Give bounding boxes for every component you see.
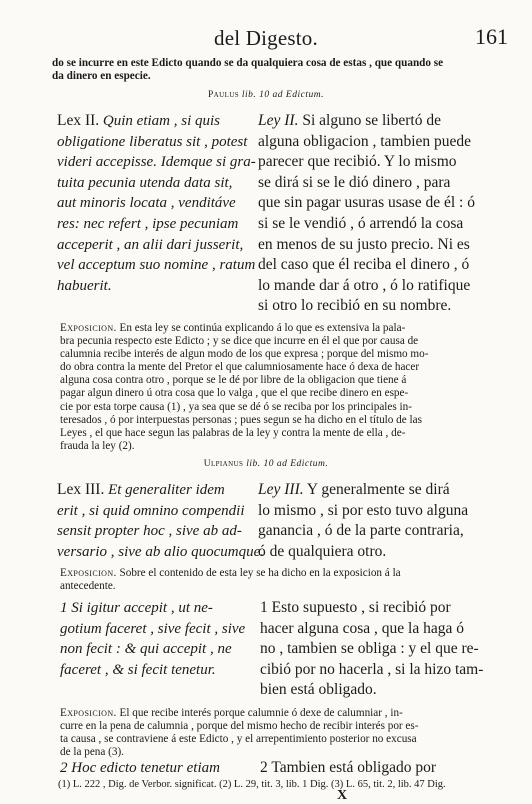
lex2-latin-line: res: nec refert , ipse pecuniam bbox=[57, 215, 239, 232]
lex3-label: Lex III. bbox=[57, 481, 105, 498]
ley3-spanish bbox=[258, 480, 468, 562]
exposition-line: antecedente. bbox=[60, 580, 116, 593]
exposition-line: El que recibe interés porque calumnie ó dexe de calumniar , in- bbox=[116, 707, 403, 719]
ley3-spanish-line: ganancia , ó de la parte contraria, bbox=[258, 522, 464, 540]
ley2-spanish-line: que sin pagar usuras usase de él : ó bbox=[258, 194, 475, 212]
attribution-paulus bbox=[0, 90, 532, 100]
intro-line: da dinero en especie. bbox=[52, 70, 151, 82]
ley3-spanish-line: Y generalmente se dirá bbox=[303, 481, 450, 498]
exposition-line: calumnia recibe interés de algun modo de los que expresa ; porque del mismo mo- bbox=[60, 348, 429, 361]
section1-latin bbox=[60, 598, 245, 680]
ley3-spanish-line: lo mismo , si por esto tuvo alguna bbox=[258, 501, 469, 519]
ley2-spanish-line: Si alguno se libertó de bbox=[298, 112, 441, 129]
exposition-label: Exposicion. bbox=[60, 707, 117, 719]
attribution-ulpianus bbox=[0, 459, 532, 469]
ley3-label: Ley III. bbox=[258, 481, 304, 498]
section2-latin-line: 2 Hoc edicto tenetur etiam bbox=[60, 760, 220, 776]
section2-spanish bbox=[260, 758, 436, 779]
page-number: 161 bbox=[475, 24, 508, 49]
section1-latin-line: gotium faceret , sive fecit , sive bbox=[60, 620, 246, 637]
section2-latin bbox=[60, 758, 220, 779]
lex2-label: Lex II. bbox=[57, 112, 100, 129]
attribution-work: lib. 10 ad Edictum. bbox=[246, 459, 329, 469]
section1-spanish-line: hacer alguna cosa , que la haga ó bbox=[260, 619, 464, 637]
section2-spanish-line: 2 Tambien está obligado por bbox=[260, 759, 436, 776]
exposition-line: do obra contra la mente del Pretor el que calumniosamente hace ó dexa de hacer bbox=[60, 361, 420, 374]
lex2-latin-line: tuita pecunia utenda data sit, bbox=[57, 174, 233, 191]
ley2-spanish-line: en menos de su justo precio. Ni es bbox=[258, 235, 470, 253]
exposition-3 bbox=[60, 707, 418, 759]
lex2-latin-line: Quin etiam , si quis bbox=[99, 113, 221, 129]
lex3-latin-line: Et generaliter idem bbox=[104, 482, 225, 498]
ley2-spanish-line: se dirá si se le dió dinero , para bbox=[258, 173, 451, 191]
exposition-line: ta causa , se contraviene á este Edicto , y el arrepentimiento posterior no excusa bbox=[60, 733, 417, 746]
section1-latin-line: 1 Si igitur accepit , ut ne- bbox=[60, 600, 213, 616]
lex3-latin-line: versario , sive ab alio quocumque. bbox=[57, 543, 265, 560]
exposition-line: bra pecunia respecto este Edicto ; y se dice que incurre en él el que por causa de bbox=[60, 335, 419, 348]
lex3-latin-line: erit , si quid omnino compendii bbox=[57, 502, 245, 519]
exposition-line: pagar algun dinero ú otra cosa que lo valga , que el que recibe dinero en espe- bbox=[60, 387, 409, 400]
lex2-latin-line: vel acceptum suo nomine , ratum bbox=[57, 257, 256, 274]
exposition-line: de la pena (3). bbox=[60, 746, 124, 759]
section1-spanish bbox=[260, 598, 483, 701]
ley2-spanish-line: lo mande dar á otro , ó lo ratifique bbox=[258, 276, 471, 294]
ley2-spanish-line: si otro lo recibió en su nombre. bbox=[258, 297, 452, 315]
lex3-latin bbox=[57, 480, 264, 562]
running-title: del Digesto. bbox=[214, 26, 318, 50]
intro-line: do se incurre en este Edicto quando se da qualquiera cosa de estas , que quando se bbox=[52, 57, 444, 69]
ley2-label: Ley II. bbox=[258, 112, 299, 129]
section1-latin-line: faceret , & si fecit tenetur. bbox=[60, 661, 216, 678]
ley2-spanish-line: alguna obligacion , tambien puede bbox=[258, 132, 472, 150]
attribution-work: lib. 10 ad Edictum. bbox=[241, 90, 324, 100]
lex3-latin-line: sensit propter hoc , sive ab ad- bbox=[57, 523, 242, 540]
ley2-spanish-line: del caso que él reciba el dinero , ó bbox=[258, 256, 470, 274]
section1-spanish-line: cibió por no hacerla , si la hizo tam- bbox=[260, 660, 484, 678]
exposition-line: En esta ley se continúa explicando á lo que es extensiva la pala- bbox=[116, 322, 406, 334]
exposition-line: frauda la ley (2). bbox=[60, 439, 135, 452]
intro-paragraph bbox=[52, 57, 443, 83]
exposition-line: Sobre el contenido de esta ley se ha dicho en la exposicion á la bbox=[116, 567, 401, 579]
exposition-2 bbox=[60, 567, 401, 593]
lex2-latin-line: habuerit. bbox=[57, 277, 112, 294]
ley3-spanish-line: ó de qualquiera otro. bbox=[258, 542, 387, 560]
section1-latin-line: non fecit : & qui accepit , ne bbox=[60, 641, 232, 658]
exposition-1 bbox=[60, 322, 428, 453]
exposition-line: teresados , ó por interpuestas personas ; pues segun se ha dicho en el título de las bbox=[60, 413, 422, 426]
ley2-spanish-line: si se le vendió , ó arrendó la cosa bbox=[258, 214, 464, 232]
lex2-latin-line: aut minoris locata , venditáve bbox=[57, 195, 236, 212]
lex2-latin-line: acceperit , an alii dari jusserit, bbox=[57, 236, 244, 253]
section1-spanish-line: no , tambien se obliga : y el que re- bbox=[260, 640, 479, 658]
signature-mark: X bbox=[337, 788, 348, 803]
exposition-line: curre en la pena de calumnia , porque del mismo hecho de recibir interés por es- bbox=[60, 720, 419, 733]
exposition-label: Exposicion. bbox=[60, 567, 117, 579]
section1-spanish-line: 1 Esto supuesto , si recibió por bbox=[260, 599, 451, 616]
exposition-label: Exposicion. bbox=[60, 322, 117, 334]
lex2-latin bbox=[57, 111, 256, 296]
ley2-spanish-line: parecer que recibió. Y lo mismo bbox=[258, 153, 457, 171]
attribution-author: Paulus bbox=[208, 90, 240, 100]
ley2-spanish bbox=[258, 111, 475, 317]
section1-spanish-line: bien está obligado. bbox=[260, 681, 377, 699]
attribution-author: Ulpianus bbox=[203, 459, 244, 469]
lex2-latin-line: obligatione liberatus sit , potest bbox=[57, 133, 248, 150]
exposition-line: cie por esta torpe causa (1) , ya sea que se dé ó se reciba por los principales in- bbox=[60, 400, 412, 413]
exposition-line: Leyes , el que hace segun las palabras de la ley y contra la mente de ella , de- bbox=[60, 426, 406, 439]
exposition-line: alguna cosa contra otro , porque se le dé por libre de la obligacion que tiene á bbox=[60, 374, 407, 387]
footnotes: (1) L. 222 , Dig. de Verbor. significat. (2) L. 29, tit. 3, lib. 1 Dig. (3) L. 65, tit. 2, lib. 47 Dig. bbox=[58, 779, 446, 790]
lex2-latin-line: videri accepisse. Idemque si gra- bbox=[57, 154, 256, 171]
